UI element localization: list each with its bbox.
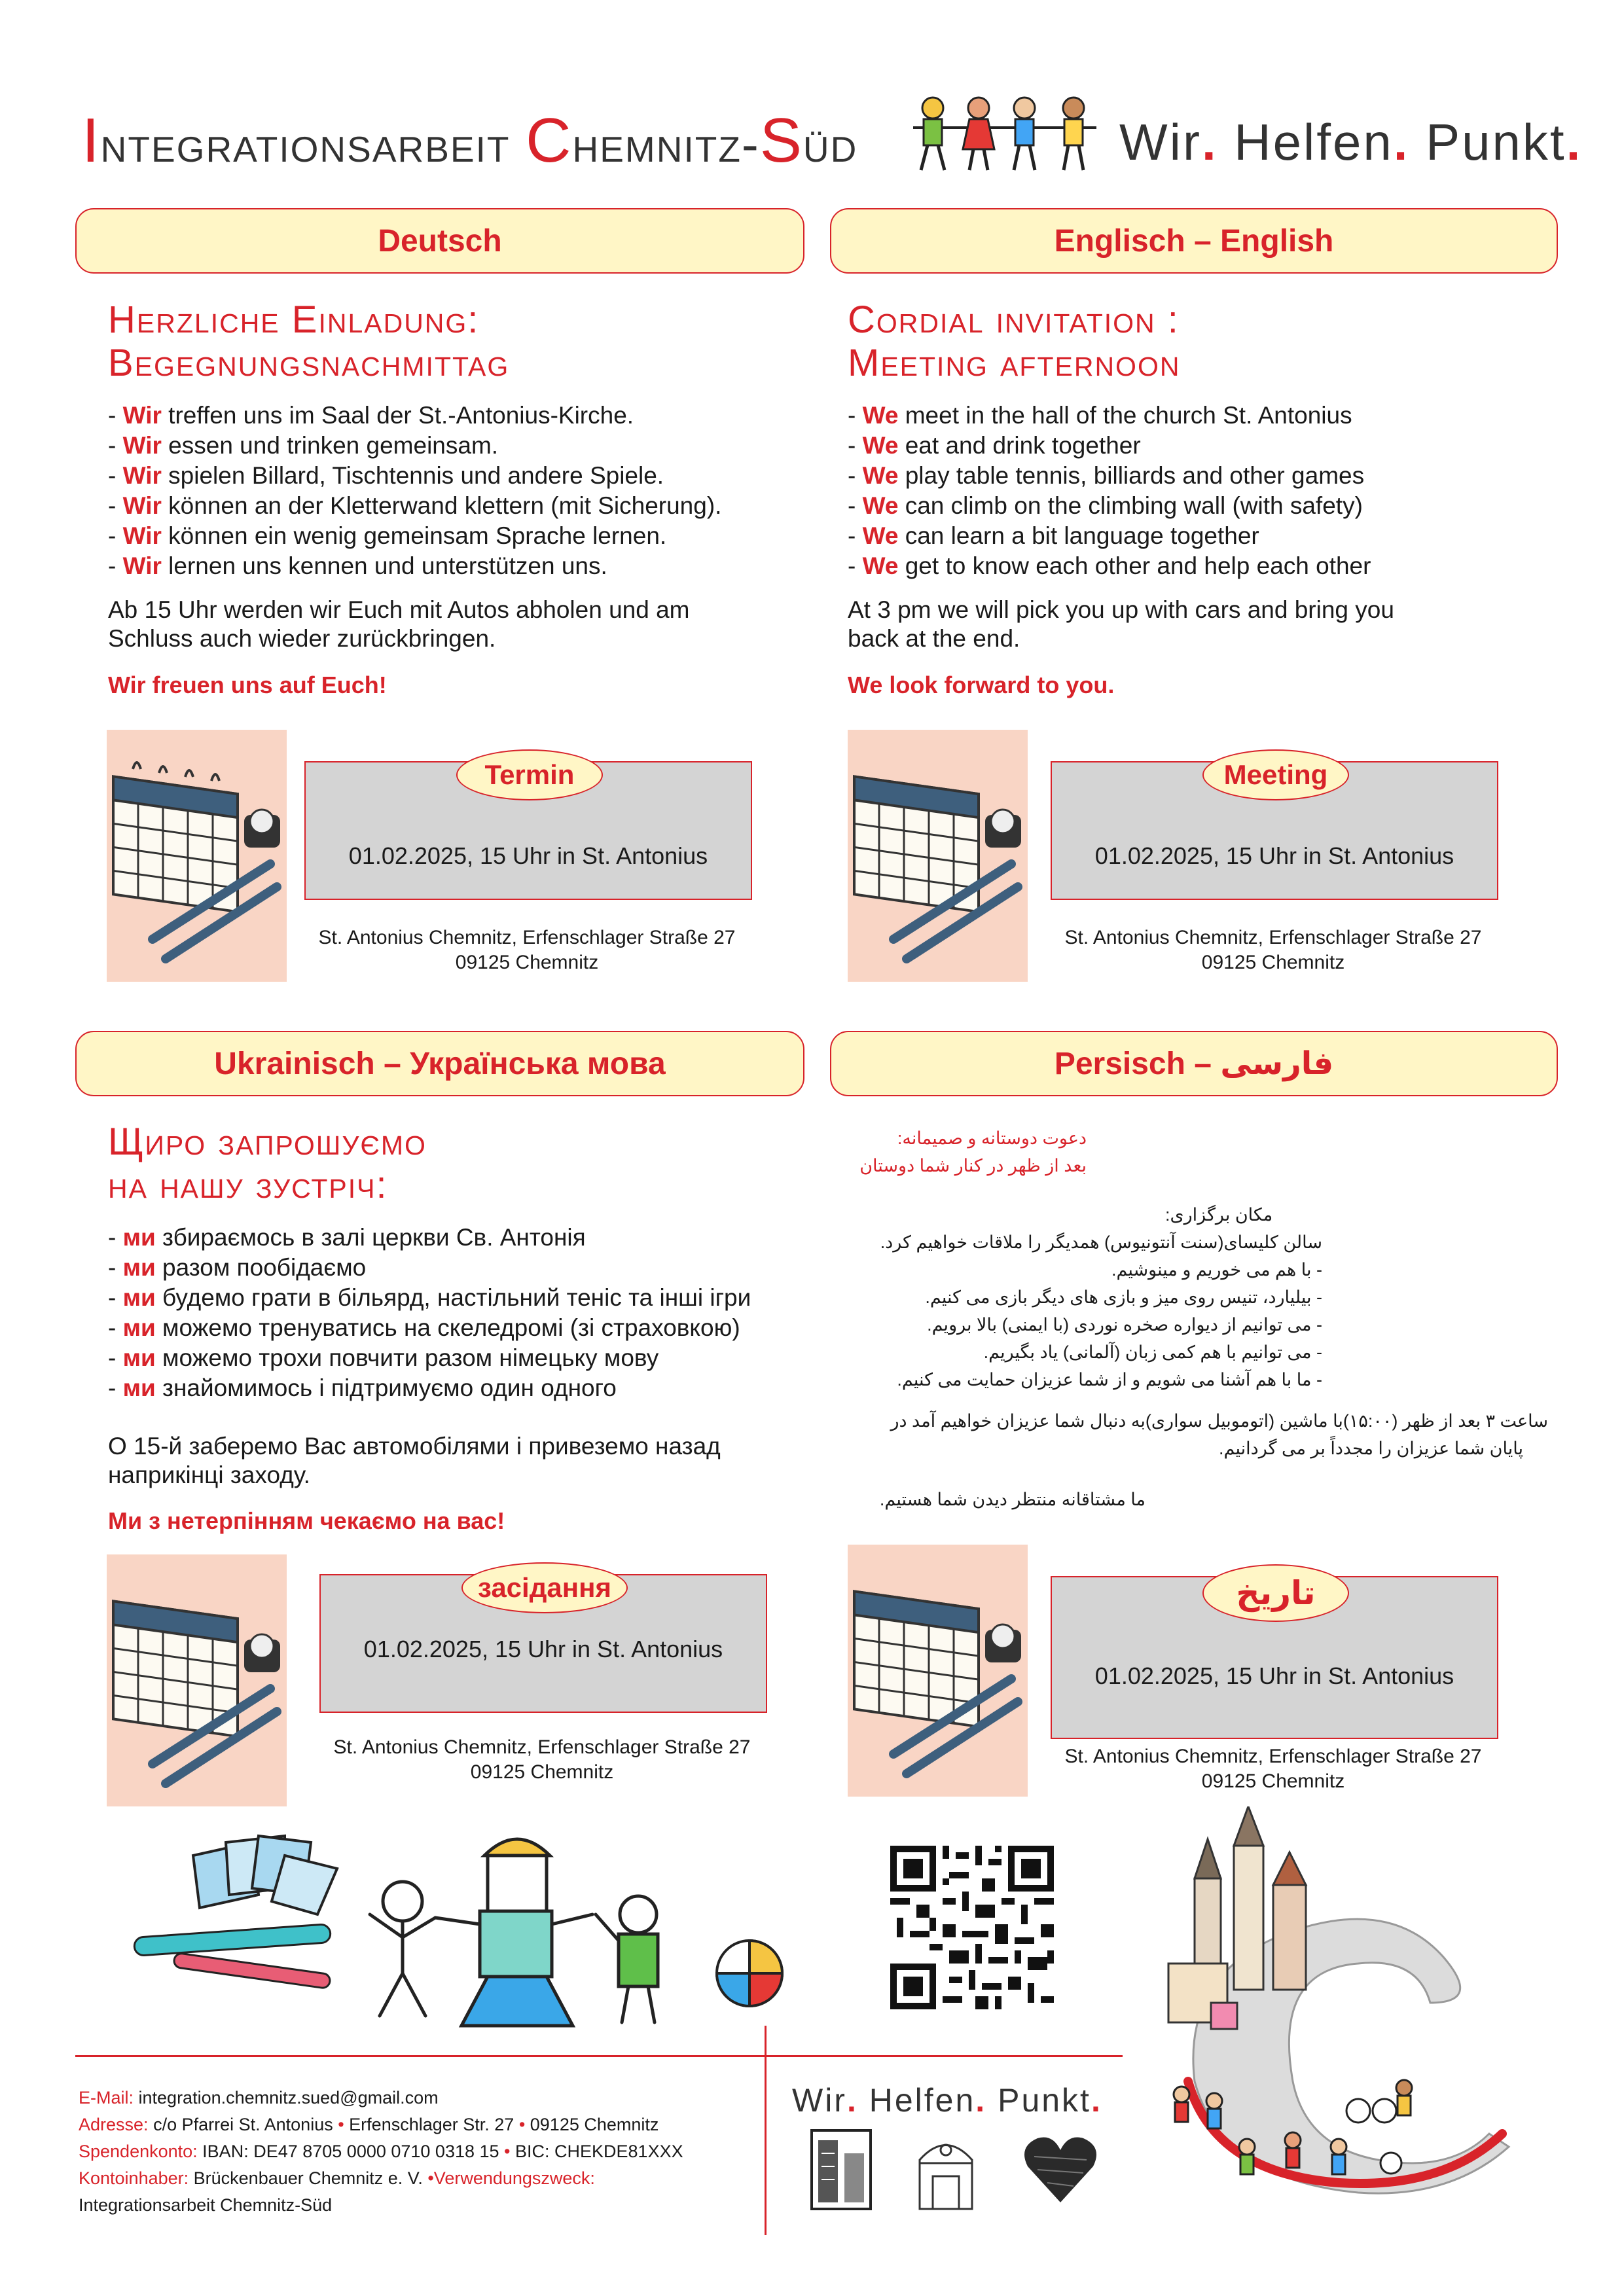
english-pickup-text: At 3 pm we will pick you up with cars and bring you back at the end. [848, 596, 1394, 652]
calendar-icon [848, 1545, 1028, 1797]
english-heading-line-2: Meeting afternoon [848, 342, 1181, 384]
list-item: - Wir können an der Kletterwand klettern (mit Sicherung). [108, 492, 722, 519]
list-item: - بیلیارد، تنیس روی میز و بازی های دیگر بازی می کنیم. [925, 1287, 1322, 1307]
banner-german-label: Deutsch [378, 223, 502, 259]
persian-date-box [1051, 1576, 1498, 1739]
list-item: - We can climb on the climbing wall (with safety) [848, 492, 1363, 519]
slogan-dot-3: . [1566, 113, 1583, 171]
banner-english [830, 208, 1558, 274]
german-pickup-text: Ab 15 Uhr werden wir Euch mit Autos abholen und am Schluss auch wieder zurückbringen. [108, 596, 690, 652]
banner-persian-label: Persisch – فارسی [1054, 1047, 1334, 1081]
heart-icon [1021, 2130, 1100, 2206]
ukrainian-activity-list [108, 1223, 751, 1403]
list-item: - می توانیم با هم کمی زبان (آلمانی) یاد بگیریم. [983, 1342, 1322, 1362]
title-part-1: ntegrationsarbeit [100, 115, 526, 173]
list-item: - Wir lernen uns kennen und unterstützen uns. [108, 552, 607, 579]
qr-code[interactable] [890, 1846, 1054, 2009]
english-heading [848, 298, 1180, 385]
calendar-icon [107, 730, 287, 982]
address-line-1: St. Antonius Chemnitz, Erfenschlager Straße 27 [1064, 1746, 1482, 1767]
email-link[interactable]: integration.chemnitz.sued@gmail.com [134, 2088, 439, 2108]
german-event-label: Termin [456, 749, 603, 800]
list-item: - We can learn a bit language together [848, 522, 1259, 549]
children-playing-illustration [121, 1816, 815, 2032]
slogan-dot-1: . [1201, 113, 1218, 171]
footer-purpose-line: Integrationsarbeit Chemnitz-Süd [79, 2195, 333, 2215]
ukrainian-date: 01.02.2025, 15 Uhr in St. Antonius [363, 1636, 723, 1662]
address-line-1: St. Antonius Chemnitz, Erfenschlager Straße 27 [333, 1736, 751, 1758]
english-activity-list [848, 401, 1371, 581]
list-item: - با هم می خوریم و مینوشیم. [1111, 1260, 1322, 1280]
list-item: - Wir essen und trinken gemeinsam. [108, 432, 499, 459]
list-item: - Wir treffen uns im Saal der St.-Antonius-Kirche. [108, 402, 634, 429]
building-icon [910, 2127, 982, 2212]
list-item: - ми збираємось в залі церкви Св. Антонія [108, 1224, 586, 1251]
slogan-word-2: Helfen [1218, 113, 1394, 171]
list-item: - ما با هم آشنا می شویم و از شما عزیزان حمایت می کنیم. [897, 1370, 1322, 1390]
organization-title [82, 105, 857, 177]
list-item: - ми знайомимось і підтримуємо один одного [108, 1374, 617, 1401]
banner-persian [830, 1031, 1558, 1096]
persian-closing: ما مشتاقانه منتظر دیدن شما هستیم. [879, 1490, 1146, 1509]
persian-heading-line-2: بعد از ظهر در کنار شما دوستان [859, 1156, 1087, 1175]
list-item: - We play table tennis, billiards and other games [848, 462, 1365, 489]
ukrainian-closing: Ми з нетерпінням чекаємо на вас! [108, 1507, 505, 1534]
title-part-2: hemnitz- [572, 115, 760, 173]
german-address [304, 925, 749, 975]
german-date-box [304, 761, 752, 900]
footer-contact [79, 2085, 683, 2219]
address-line-2: 09125 Chemnitz [470, 1761, 614, 1783]
address-line-2: 09125 Chemnitz [1201, 952, 1345, 973]
calendar-icon [107, 1554, 287, 1806]
children-chain-logo [907, 92, 1103, 177]
banner-english-label: Englisch – English [1054, 223, 1334, 259]
ukrainian-date-box [319, 1574, 767, 1713]
list-item: - Wir können ein wenig gemeinsam Sprache lernen. [108, 522, 667, 549]
persian-event-label: تاریخ [1202, 1564, 1349, 1622]
german-date: 01.02.2025, 15 Uhr in St. Antonius [348, 842, 708, 869]
title-initial-s: S [759, 105, 803, 175]
title-initial-i: I [82, 105, 101, 175]
footer-slogan: Wir. Helfen. Punkt. [792, 2082, 1102, 2119]
title-part-3: üd [803, 115, 858, 173]
footer-vertical-divider [765, 2026, 767, 2235]
list-item: - ми будемо грати в більярд, настільний теніс та інші ігри [108, 1284, 751, 1311]
persian-heading-line-1: دعوت دوستانه و صمیمانه: [897, 1128, 1087, 1148]
persian-pickup-line-2: پایان شما عزیزان را مجدداً بر می گردانیم. [1219, 1439, 1523, 1458]
footer-holder-line: Kontoinhaber: Brückenbauer Chemnitz e. V. •Verwendungszweck: [79, 2168, 595, 2188]
address-line-1: St. Antonius Chemnitz, Erfenschlager Straße 27 [318, 927, 736, 948]
list-item: - ми можемо тренуватись на скеледромі (зі страховкою) [108, 1314, 740, 1341]
persian-heading [844, 1124, 1087, 1179]
header-slogan [1119, 113, 1582, 172]
slogan-word-1: Wir [1119, 113, 1202, 171]
church-icon [808, 2127, 874, 2212]
footer-divider [75, 2055, 1123, 2057]
email-label: E-Mail: [79, 2088, 134, 2108]
slogan-dot-2: . [1393, 113, 1410, 171]
english-date-box [1051, 761, 1498, 900]
banner-ukrainian-label: Ukrainisch – Українська мова [214, 1046, 666, 1081]
ukrainian-heading-line-1: Щиро запрошуємо [108, 1121, 427, 1163]
footer-address-line: Adresse: c/o Pfarrei St. Antonius • Erfenschlager Str. 27 • 09125 Chemnitz [79, 2115, 659, 2134]
persian-pickup-line-1: ساعت ۳ بعد از ظهر (۱۵:۰۰)با ماشین (اتوموبیل سواری)به دنبال شما عزیزان خواهیم آمد در [890, 1411, 1548, 1431]
persian-venue-label: مکان برگزاری: [1165, 1205, 1273, 1225]
list-item: - ми разом пообідаємо [108, 1254, 367, 1281]
ukrainian-event-label: засідання [461, 1562, 628, 1613]
address-line-2: 09125 Chemnitz [1201, 1770, 1345, 1792]
ukrainian-heading [108, 1121, 427, 1207]
english-heading-line-1: Cordial invitation : [848, 298, 1180, 341]
list-item: - ми можемо трохи повчити разом німецьку мову [108, 1344, 659, 1371]
persian-pickup-text [844, 1407, 1548, 1462]
list-item: - We eat and drink together [848, 432, 1141, 459]
english-closing: We look forward to you. [848, 672, 1115, 698]
persian-activity-list [844, 1201, 1322, 1393]
banner-ukrainian [75, 1031, 804, 1096]
persian-address [1051, 1744, 1496, 1794]
persian-date: 01.02.2025, 15 Uhr in St. Antonius [1094, 1662, 1454, 1689]
calendar-icon [848, 730, 1028, 982]
slogan-word-3: Punkt [1409, 113, 1566, 171]
english-address [1051, 925, 1496, 975]
footer-bank-line: Spendenkonto: IBAN: DE47 8705 0000 0710 0318 15 • BIC: CHEKDE81XXX [79, 2142, 683, 2161]
german-activity-list [108, 401, 721, 581]
address-line-1: St. Antonius Chemnitz, Erfenschlager Straße 27 [1064, 927, 1482, 948]
german-heading-line-1: Herzliche Einladung: [108, 298, 480, 341]
city-collage [1142, 1806, 1515, 2199]
title-initial-c: C [526, 105, 573, 175]
ukrainian-heading-line-2: на нашу зустріч: [108, 1164, 388, 1206]
list-item: - We meet in the hall of the church St. Antonius [848, 402, 1352, 429]
list-item: - Wir spielen Billard, Tischtennis und andere Spiele. [108, 462, 664, 489]
ukrainian-pickup-text: О 15-й заберемо Вас автомобілями і привеземо назад наприкінці заходу. [108, 1433, 721, 1488]
ukrainian-address [319, 1735, 765, 1785]
german-heading [108, 298, 509, 385]
list-item: - می توانیم از دیواره صخره نوردی (با ایمنی) بالا برویم. [927, 1315, 1322, 1335]
german-heading-line-2: Begegnungsnachmittag [108, 342, 510, 384]
address-line-2: 09125 Chemnitz [455, 952, 599, 973]
german-closing: Wir freuen uns auf Euch! [108, 672, 387, 698]
list-item: سالن کلیسای(سنت آنتونیوس) همدیگر را ملاقات خواهیم کرد. [880, 1232, 1322, 1252]
footer-email-line [79, 2085, 683, 2111]
english-date: 01.02.2025, 15 Uhr in St. Antonius [1094, 842, 1454, 869]
english-event-label: Meeting [1202, 749, 1349, 800]
banner-german [75, 208, 804, 274]
list-item: - We get to know each other and help each other [848, 552, 1371, 579]
